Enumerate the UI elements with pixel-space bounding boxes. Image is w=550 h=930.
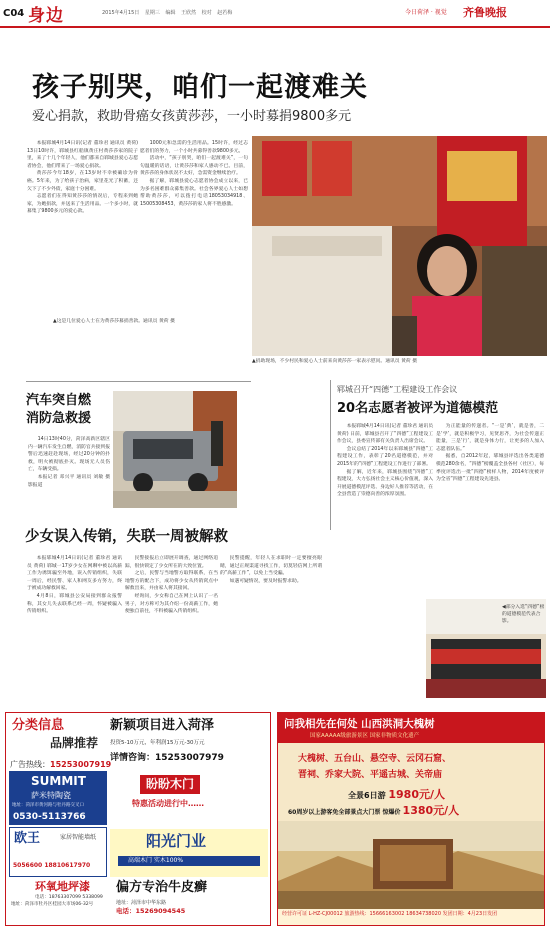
edition-meta: 2015年4月15日 星期三 编辑 王欣然 校对 赵若梅 xyxy=(102,10,233,16)
newspaper-brand: 齐鲁晚报 xyxy=(463,6,507,19)
paragraph: 据了解，郓城县爱心志愿者协会成立以来，已为多名困难群众募集善款。社会各界爱心人士如想帮助黄莎莎，可以拨打电话18053034918、15005308453，黄莎莎的家人将不胜感激。 xyxy=(140,178,248,207)
panpan-brand: 盼盼木门 xyxy=(140,775,200,794)
ad-hotline-number: 15253007919 xyxy=(50,760,112,769)
fire-headline-line2: 消防急救援 xyxy=(26,411,92,426)
volunteer-headline: 20名志愿者被评为道德模范 xyxy=(337,401,499,416)
donation-photo xyxy=(252,136,547,356)
classified-ads-panel xyxy=(5,712,271,926)
classified-title: 分类信息 xyxy=(12,718,65,733)
mlm-article-col2 xyxy=(125,555,218,700)
travel-ad-title: 问我相先在何处 山西洪洞大槐树 xyxy=(284,718,435,730)
new-project-title: 新颖项目进入菏泽 xyxy=(110,718,215,733)
travel-spots-2: 晋祠、乔家大院、平遥古城、关帝庙 xyxy=(298,770,443,780)
paragraph: 民警接报后立即展开调查，通过网络追踪，很快锁定了少女所在的大致位置。 xyxy=(125,556,218,569)
epoxy-phone: 电话：18763307099 5338099 xyxy=(35,894,103,900)
summit-brand: SUMMIT xyxy=(31,774,86,788)
travel-spots-1: 大槐树、五台山、悬空寺、云冈石窟、 xyxy=(298,754,452,764)
ouwang-ad xyxy=(9,827,107,877)
ouwang-sub: 家居智能墙纸 xyxy=(60,834,97,841)
section-title: 身边 xyxy=(28,6,64,26)
mlm-headline: 少女误入传销，失联一周被解救 xyxy=(25,529,228,545)
inline-photo-caption: ▲这是几位爱心人士在为黄莎莎募捐善款。通讯员 黄荷 摄 xyxy=(53,319,175,324)
paragraph: 会议总结了2014年以来郓城县“四德”工程建设工作，表彰了20名道德模范，并对2015年的“四德”工程建设工作进行了部署。 xyxy=(337,446,433,467)
paragraph: 本报郓城4月14日讯(记者 董珍君 通讯员 黄荷) 日前，郓城县召开了“四德”工程建设工作会议，县委宣传部有关负责人出席会议。 xyxy=(337,424,433,445)
paragraph: 经询问，少女称自己在网上认识了一名男子，对方称可为其介绍一份高薪工作，她便独自前往，不料被骗入传销组织。 xyxy=(125,593,218,615)
panpan-sub: 特惠活动进行中…… xyxy=(132,799,204,809)
new-project-tel: 15253007979 xyxy=(155,752,224,763)
travel-price-1-value: 1980元/人 xyxy=(388,788,446,801)
travel-price-1 xyxy=(348,787,445,803)
summit-ad xyxy=(9,771,107,825)
column-divider xyxy=(330,380,331,530)
ouwang-brand: 欧王 xyxy=(14,831,41,846)
new-project-tel-label: 详情咨询： xyxy=(110,752,156,763)
volunteer-article-col2 xyxy=(436,423,544,593)
paragraph: 志愿者们在得知黄莎莎的情况后，专程来到她家，为她捐款，并送来了生活用品。一个多小时，就募集了9800多元的爱心款。 xyxy=(27,194,138,215)
psoriasis-title: 偏方专治牛皮癣 xyxy=(116,880,208,895)
summit-name: 萨米特陶瓷 xyxy=(31,791,71,801)
section-divider xyxy=(26,381,251,382)
epoxy-title: 环氧地坪漆 xyxy=(35,880,90,893)
photo-caption: ▲捐助现场，不少村民和爱心人士前来向黄莎莎一家表示慰问。通讯员 黄荷 摄 xyxy=(252,359,418,364)
page-number: C04 xyxy=(3,8,25,19)
volunteer-photo-caption: ◀部分入选“四德”榜的道德模范代表合影。 xyxy=(502,605,545,624)
ad-hotline-label: 广告热线： xyxy=(10,760,50,769)
travel-price-2 xyxy=(288,803,538,819)
main-subheadline: 爱心捐款，救助骨癌女孩黄莎莎，一小时募捐9800多元 xyxy=(32,109,352,124)
psoriasis-address: 地址：菏泽市中华东路 xyxy=(116,899,167,906)
paragraph: 1000元和急需的生活用品。15时许，经过志愿者们的努力，一个小时共募得善款9800多元。 xyxy=(140,141,248,154)
volunteer-supheadline: 郓城召开“四德”工程建设工作会议 xyxy=(337,385,458,394)
paragraph: 据了解，近年来，郓城县围绕“四德”工程建设，大力弘扬社会主义核心价值观，深入开展道德模范评选、身边好人推荐等活动，在全县营造了崇德向善的浓厚氛围。 xyxy=(337,469,433,498)
fire-headline xyxy=(26,392,91,428)
summit-address: 地址：菏泽市黄河路与牡丹路交叉口 xyxy=(12,802,84,808)
psoriasis-phone: 电话：15269094545 xyxy=(116,907,186,916)
paragraph: 活动中，“孩子别哭，咱们一起渡难关”，一句句温暖的话语，让黄莎莎和家人感动不已。目前，黄莎莎的身体状况不太好，急需资金继续治疗。 xyxy=(140,156,248,177)
advertisements xyxy=(5,712,545,926)
ad-hotline xyxy=(10,759,111,771)
paragraph: 本报郓城4月14日讯(记者 董珍君 通讯员 黄荷) 13日10时许，郓城县红船镇黄庄村黄莎莎家的院子里，来了十几个年轻人，他们都来自郓城县爱心志愿者协会，他们带来了一场爱心捐款。 xyxy=(27,141,138,169)
fire-photo xyxy=(113,391,237,508)
paragraph: 4月8日，郓城县公安局接到群众报警称，其女儿失去联系已经一周，怀疑被骗入传销组织。 xyxy=(27,593,122,615)
new-project-sub: 投资5-10万元，年利润15万元-30万元 xyxy=(110,739,205,746)
fire-article xyxy=(28,436,110,516)
sunshine-sub: 高端木门 实木100% xyxy=(118,856,260,867)
paragraph: 之后，民警与当地警方取得联系，在当地警方的配合下，成功将少女从传销窝点中解救出来，并由家人将其接回。 xyxy=(125,571,218,592)
sunshine-door-ad xyxy=(110,829,268,877)
paragraph: 如遇可疑情况，要及时报警求助。 xyxy=(229,578,302,584)
paragraph: 据悉，自2012年起，郓城县评选出各类道德模范280余名，“四德”榜覆盖全县各村（社区），每季度评选出一批“四德”榜样人物，2014年度被评为全省“四德”工程建设先进县。 xyxy=(436,454,544,483)
travel-price-2-value: 1380元/人 xyxy=(402,804,460,817)
epoxy-floor-ad xyxy=(9,879,107,924)
panpan-door-ad xyxy=(110,775,268,827)
travel-ad xyxy=(277,712,545,926)
classified-title2: 品牌推荐 xyxy=(50,736,99,750)
travel-price-1-label: 全景6日游 xyxy=(348,791,386,800)
main-article-col1 xyxy=(27,140,138,322)
fire-headline-line1: 汽车突自燃 xyxy=(26,393,92,408)
mlm-article-col1 xyxy=(27,555,122,700)
travel-scenery-image xyxy=(278,821,545,909)
main-article-col2 xyxy=(140,140,248,322)
main-headline: 孩子别哭，咱们一起渡难关 xyxy=(32,72,368,103)
mlm-article-col3 xyxy=(220,555,322,700)
byline: 本报记者 邓兴平 通讯员 刘敏 摄影报道 xyxy=(28,474,110,488)
section-tag: 今日荷泽 · 视觉 xyxy=(405,9,447,16)
psoriasis-ad xyxy=(110,879,268,924)
page-header xyxy=(0,0,550,28)
summit-phone: 0530-5113766 xyxy=(13,811,86,822)
paragraph: 民警提醒，年轻人在求职时一定要擅亮眼睛，通过正规渠道寻找工作，切莫轻信网上所谓的“高薪工作”，以免上当受骗。 xyxy=(220,556,322,577)
ouwang-phone: 5056600 18810617970 xyxy=(13,862,91,869)
epoxy-address: 地址：菏泽市牡丹区桂园大市场06-32号 xyxy=(11,901,94,907)
paragraph: 本报郓城4月14日讯(记者 董珍君 通讯员 黄荷) 郓城一17岁少女在网聊中被以高薪工作为诱饵骗至外地，误入传销组织，失联一周后，经民警、家人和网友多方努力，终于被成功解救回家。 xyxy=(27,556,122,592)
volunteer-article-col1 xyxy=(337,423,433,598)
sunshine-brand: 阳光门业 xyxy=(146,832,207,850)
paragraph: 黄莎莎今年18岁，在13岁时不幸被确诊为骨癌。5年来，为了给孩子治病，家里花光了积蓄，还欠下了不少外债，家庭十分困难。 xyxy=(27,171,138,192)
travel-price-2-label: 60周岁以上游客免全部景点大门票 惊爆价 xyxy=(288,809,401,816)
travel-footer: 经营许可证 L-HZ-CJ00012 旅游热线：15666163002 18634738020 发团日期：4月23日发团 xyxy=(278,909,545,926)
paragraph: 14日13时40分，菏泽高新区辖区内一辆汽车发生自燃，消防官兵接到报警后迅速赶赴现场，经过20分钟的扑救，明火被彻底扑灭。现场无人员伤亡，车辆受损。 xyxy=(28,437,110,473)
paragraph: 为正能量的传递者。“一是‘典’，就是善，二是‘学’，就是积极学习，见贤思齐，为社会传递正能量，三是‘行’，就是身体力行，让更多的人加入志愿者队伍。” xyxy=(436,424,544,452)
travel-ad-sub: 国家AAAAA级旅游景区 国家非物质文化遗产 xyxy=(310,733,420,739)
